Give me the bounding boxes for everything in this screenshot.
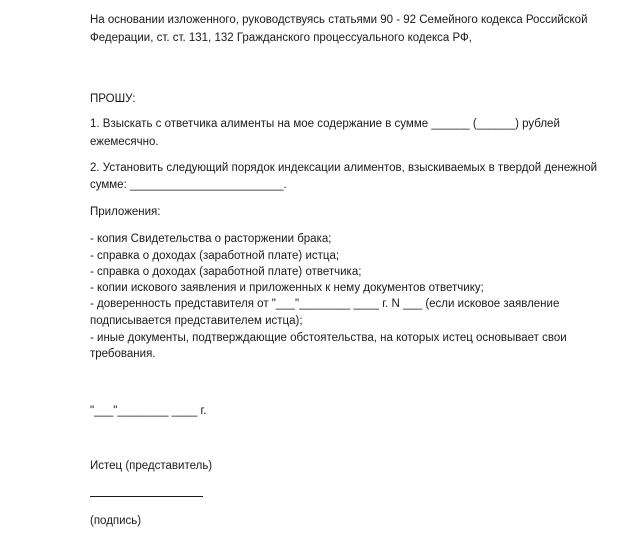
request-item-2-line-2: сумме: ________________________. — [90, 179, 287, 191]
attachment-line: подписывается представителем истца); — [90, 315, 303, 327]
signature-line — [90, 496, 203, 497]
request-heading: ПРОШУ: — [90, 93, 136, 105]
date-line: "___"________ ____ г. — [90, 405, 207, 417]
attachment-line: - копии искового заявления и приложенных к нему документов ответчику; — [90, 282, 484, 294]
request-item-1-line-2: ежемесячно. — [90, 136, 159, 148]
request-item-2-line-1: 2. Установить следующий порядок индексации алиментов, взыскиваемых в твердой денежной — [90, 162, 598, 174]
signature-caption: (подпись) — [90, 515, 142, 527]
attachment-line: требования. — [90, 348, 156, 360]
signer-label: Истец (представитель) — [90, 460, 213, 472]
intro-line-1: На основании изложенного, руководствуясь статьями 90 - 92 Семейного кодекса Российской — [90, 14, 588, 26]
request-item-1-line-1: 1. Взыскать с ответчика алименты на мое содержание в сумме ______ (______) рублей — [90, 118, 560, 130]
attachment-line: - доверенность представителя от "___"________ ____ г. N ___ (если исковое заявление — [90, 298, 560, 310]
attachment-line: - копия Свидетельства о расторжении брака; — [90, 233, 332, 245]
attachment-line: - справка о доходах (заработной плате) истца; — [90, 250, 340, 262]
intro-line-2: Федерации, ст. ст. 131, 132 Гражданского процессуального кодекса РФ, — [90, 32, 472, 44]
attachment-line: - справка о доходах (заработной плате) ответчика; — [90, 266, 362, 278]
attachment-line: - иные документы, подтверждающие обстоятельства, на которых истец основывает свои — [90, 332, 567, 344]
attachments-heading: Приложения: — [90, 206, 161, 218]
